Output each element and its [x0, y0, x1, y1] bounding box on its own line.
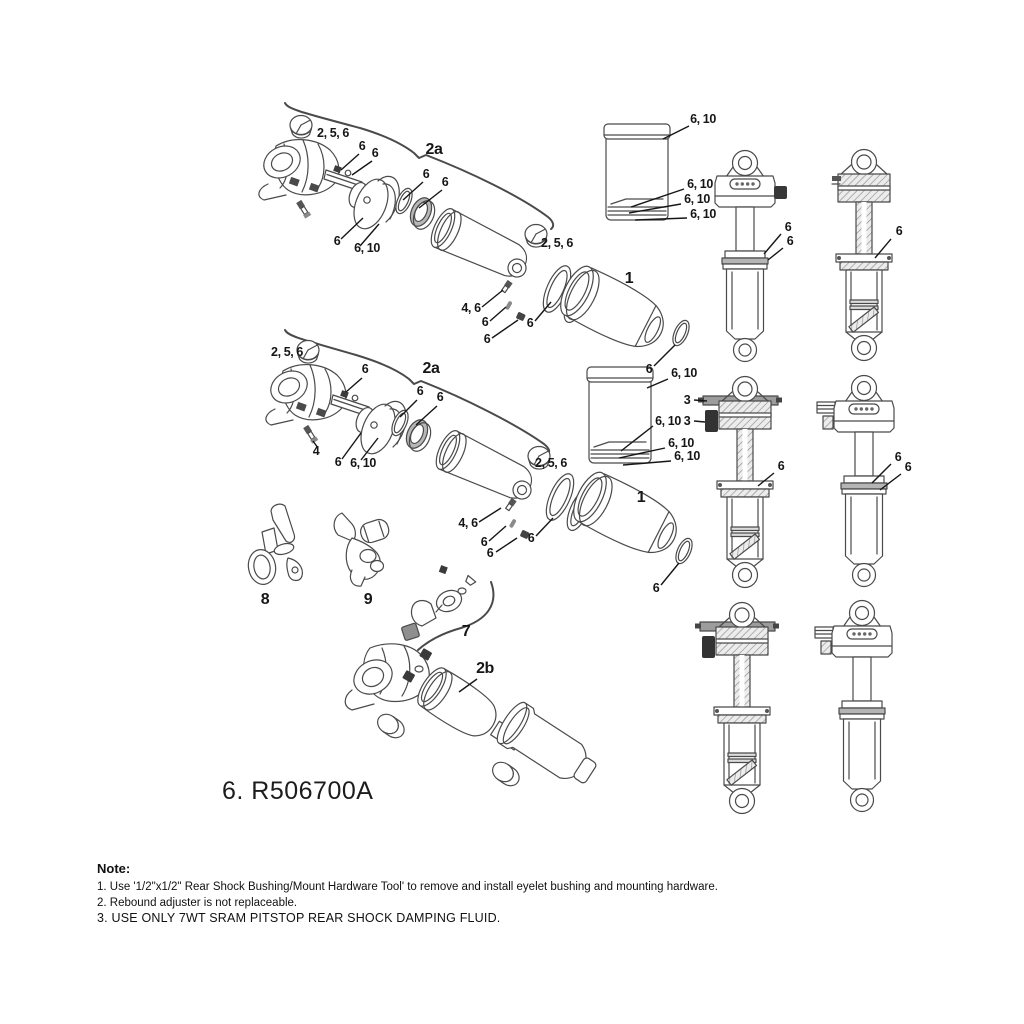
shock-outline-view-bottom	[815, 601, 892, 812]
leader-line	[352, 161, 372, 175]
leader-line	[341, 218, 363, 239]
note-heading: Note:	[97, 861, 131, 876]
callout-label-8: 8	[260, 591, 270, 608]
callout-label-6: 6	[645, 362, 653, 376]
callout-label-6-10: 6, 10	[684, 192, 710, 206]
note-item-2: 2. Rebound adjuster is not replaceable.	[97, 896, 298, 909]
leader-line	[536, 518, 553, 536]
callout-label-4: 4	[312, 444, 320, 458]
callout-label-6: 6	[416, 384, 424, 398]
note-item-1: 1. Use '1/2"x1/2" Rear Shock Bushing/Mount Hardware Tool' to remove and install eyelet bushing and mounting hardware.	[97, 881, 718, 893]
leader-line	[490, 307, 506, 321]
callout-label-6: 6	[371, 146, 379, 160]
shock-outline-view-middle	[817, 376, 894, 587]
callout-label-6: 6	[895, 224, 903, 238]
callout-label-4-6: 4, 6	[458, 516, 478, 530]
air-can-bottom	[587, 367, 653, 463]
callout-label-6: 6	[334, 455, 342, 469]
leader-line	[489, 526, 506, 541]
callout-label-6-10: 6, 10	[671, 366, 697, 380]
leader-line	[496, 538, 517, 552]
callout-label-6: 6	[784, 220, 792, 234]
callout-label-3: 3	[683, 414, 691, 428]
callout-label-2a: 2a	[422, 360, 440, 377]
callout-label-6: 6	[894, 450, 902, 464]
leader-line	[482, 290, 503, 307]
leader-line	[346, 378, 362, 392]
callout-label-2-5-6: 2, 5, 6	[541, 236, 573, 250]
callout-label-2-5-6: 2, 5, 6	[317, 126, 349, 140]
callout-label-2-5-6: 2, 5, 6	[535, 456, 567, 470]
callout-label-6-10: 6, 10	[690, 112, 716, 126]
callout-label-6-10: 6, 10	[655, 414, 681, 428]
callout-label-6-10: 6, 10	[690, 207, 716, 221]
leader-line	[416, 406, 437, 425]
leader-line	[694, 400, 707, 401]
shock-cross-section-bottom	[695, 603, 779, 814]
callout-label-4-6: 4, 6	[461, 301, 481, 315]
callout-label-6: 6	[436, 390, 444, 404]
callout-label-1: 1	[636, 489, 646, 506]
callout-label-6: 6	[361, 362, 369, 376]
remote-lever-9	[334, 513, 391, 586]
leader-line	[479, 508, 501, 522]
callout-label-1: 1	[624, 270, 634, 287]
shock-cross-section-top	[832, 150, 892, 361]
leader-line	[341, 154, 359, 170]
callout-label-6: 6	[481, 315, 489, 329]
callout-label-6: 6	[904, 460, 912, 474]
remote-lever-8	[246, 504, 303, 586]
shock-cross-section-middle	[698, 377, 782, 588]
callout-label-6: 6	[527, 531, 535, 545]
remote-spool-assembly-7	[401, 565, 493, 650]
callout-label-6: 6	[652, 581, 660, 595]
callout-label-6-10: 6, 10	[668, 436, 694, 450]
callout-label-9: 9	[363, 591, 373, 608]
callout-label-6-10: 6, 10	[350, 456, 376, 470]
callout-label-6: 6	[441, 175, 449, 189]
leader-line	[768, 248, 783, 260]
shock-outline-view-top	[715, 151, 787, 362]
callout-label-6: 6	[526, 316, 534, 330]
callout-label-6: 6	[480, 535, 488, 549]
callout-label-6: 6	[486, 546, 494, 560]
leader-line	[492, 320, 518, 338]
callout-label-6: 6	[358, 139, 366, 153]
callout-label-3: 3	[683, 393, 691, 407]
note-item-3: 3. USE ONLY 7WT SRAM PITSTOP REAR SHOCK DAMPING FLUID.	[97, 911, 501, 925]
callout-label-6: 6	[777, 459, 785, 473]
callout-label-6-10: 6, 10	[354, 241, 380, 255]
callout-label-6: 6	[422, 167, 430, 181]
callout-label-2a: 2a	[425, 141, 443, 158]
figure-title: 6. R506700A	[222, 777, 374, 805]
callout-label-6-10: 6, 10	[674, 449, 700, 463]
callout-label-6: 6	[786, 234, 794, 248]
leader-line	[694, 421, 705, 422]
callout-label-6: 6	[333, 234, 341, 248]
shock-assembly-2b	[345, 644, 604, 794]
callout-label-6: 6	[483, 332, 491, 346]
note-block	[97, 861, 777, 927]
leader-line	[654, 345, 675, 366]
callout-label-2b: 2b	[476, 660, 494, 677]
leader-line	[661, 563, 679, 585]
callout-label-2-5-6: 2, 5, 6	[271, 345, 303, 359]
callout-label-6-10: 6, 10	[687, 177, 713, 191]
callout-label-7: 7	[461, 623, 471, 640]
